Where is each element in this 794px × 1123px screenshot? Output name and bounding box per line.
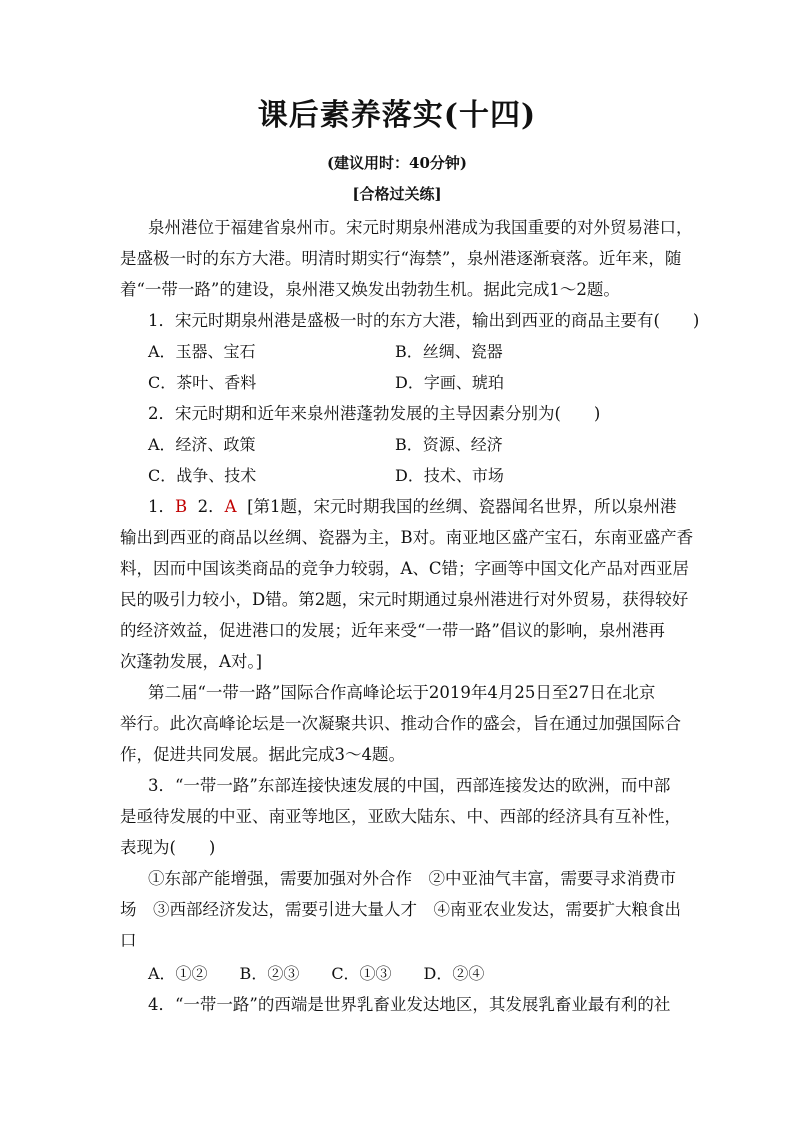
question-3-item: 口 (120, 931, 137, 950)
question-3-options: A．①② B．②③ C．①③ D．②④ (148, 964, 485, 983)
answer-explanation: [第1题，宋元时期我国的丝绸、瓷器闻名世界，所以泉州港 (247, 497, 677, 516)
answer-explanation-line: 的经济效益，促进港口的发展；近年来受“一带一路”倡议的影响，泉州港再 (120, 621, 665, 640)
question-2-option-c: C．战争、技术 (148, 466, 257, 485)
question-1-option-c: C．茶叶、香料 (148, 373, 257, 392)
answer-1-key: B (175, 497, 188, 516)
answer-explanation-line: 输出到西亚的商品以丝绸、瓷器为主，B对。南亚地区盛产宝石，东南亚盛产香 (120, 528, 694, 547)
section-heading: [合格过关练] (352, 185, 442, 203)
time-suggestion: (建议用时：40分钟) (326, 154, 468, 172)
passage2-line: 作，促进共同发展。据此完成3～4题。 (120, 745, 405, 764)
question-3-item: ①东部产能增强，需要加强对外合作 ②中亚油气丰富，需要寻求消费市 (148, 869, 676, 888)
question-1-option-d: D．字画、琥珀 (395, 373, 504, 392)
question-2-option-b: B．资源、经济 (395, 435, 503, 454)
passage2-line: 第二届“一带一路”国际合作高峰论坛于2019年4月25日至27日在北京 (148, 683, 656, 702)
answer-1-2-line (148, 495, 677, 519)
passage1-line: 泉州港位于福建省泉州市。宋元时期泉州港成为我国重要的对外贸易港口， (148, 218, 693, 237)
answer-2-number: 2． (197, 497, 225, 516)
question-2-stem: 2．宋元时期和近年来泉州港蓬勃发展的主导因素分别为( ) (148, 404, 601, 423)
question-1-option-b: B．丝绸、瓷器 (395, 342, 503, 361)
passage2-line: 举行。此次高峰论坛是一次凝聚共识、推动合作的盛会，旨在通过加强国际合 (120, 714, 681, 733)
answer-explanation-line: 料，因而中国该类商品的竞争力较弱，A、C错；字画等中国文化产品对西亚居 (120, 559, 690, 578)
answer-1-number: 1． (148, 497, 175, 516)
question-4-stem: 4．“一带一路”的西端是世界乳畜业发达地区，其发展乳畜业最有利的社 (148, 995, 671, 1014)
answer-2-key: A (224, 497, 237, 516)
passage1-line: 着“一带一路”的建设，泉州港又焕发出勃勃生机。据此完成1～2题。 (120, 280, 620, 299)
question-3-stem: 3．“一带一路”东部连接快速发展的中国，西部连接发达的欧洲，而中部 (148, 776, 671, 795)
question-1-stem: 1．宋元时期泉州港是盛极一时的东方大港，输出到西亚的商品主要有( ) (148, 311, 700, 330)
question-2-option-d: D．技术、市场 (395, 466, 504, 485)
question-1-option-a: A．玉器、宝石 (148, 342, 256, 361)
question-3-item: 场 ③西部经济发达，需要引进大量人才 ④南亚农业发达，需要扩大粮食出 (120, 900, 681, 919)
answer-explanation-line: 民的吸引力较小，D错。第2题，宋元时期通过泉州港进行对外贸易，获得较好 (120, 590, 689, 609)
answer-explanation-line: 次蓬勃发展，A对。] (120, 652, 263, 671)
question-3-stem: 表现为( ) (120, 838, 216, 857)
question-3-stem: 是亟待发展的中亚、南亚等地区，亚欧大陆东、中、西部的经济具有互补性， (120, 807, 681, 826)
page-title: 课后素养落实(十四) (257, 98, 537, 133)
question-2-option-a: A．经济、政策 (148, 435, 256, 454)
passage1-line: 是盛极一时的东方大港。明清时期实行“海禁”，泉州港逐渐衰落。近年来，随 (120, 249, 682, 268)
